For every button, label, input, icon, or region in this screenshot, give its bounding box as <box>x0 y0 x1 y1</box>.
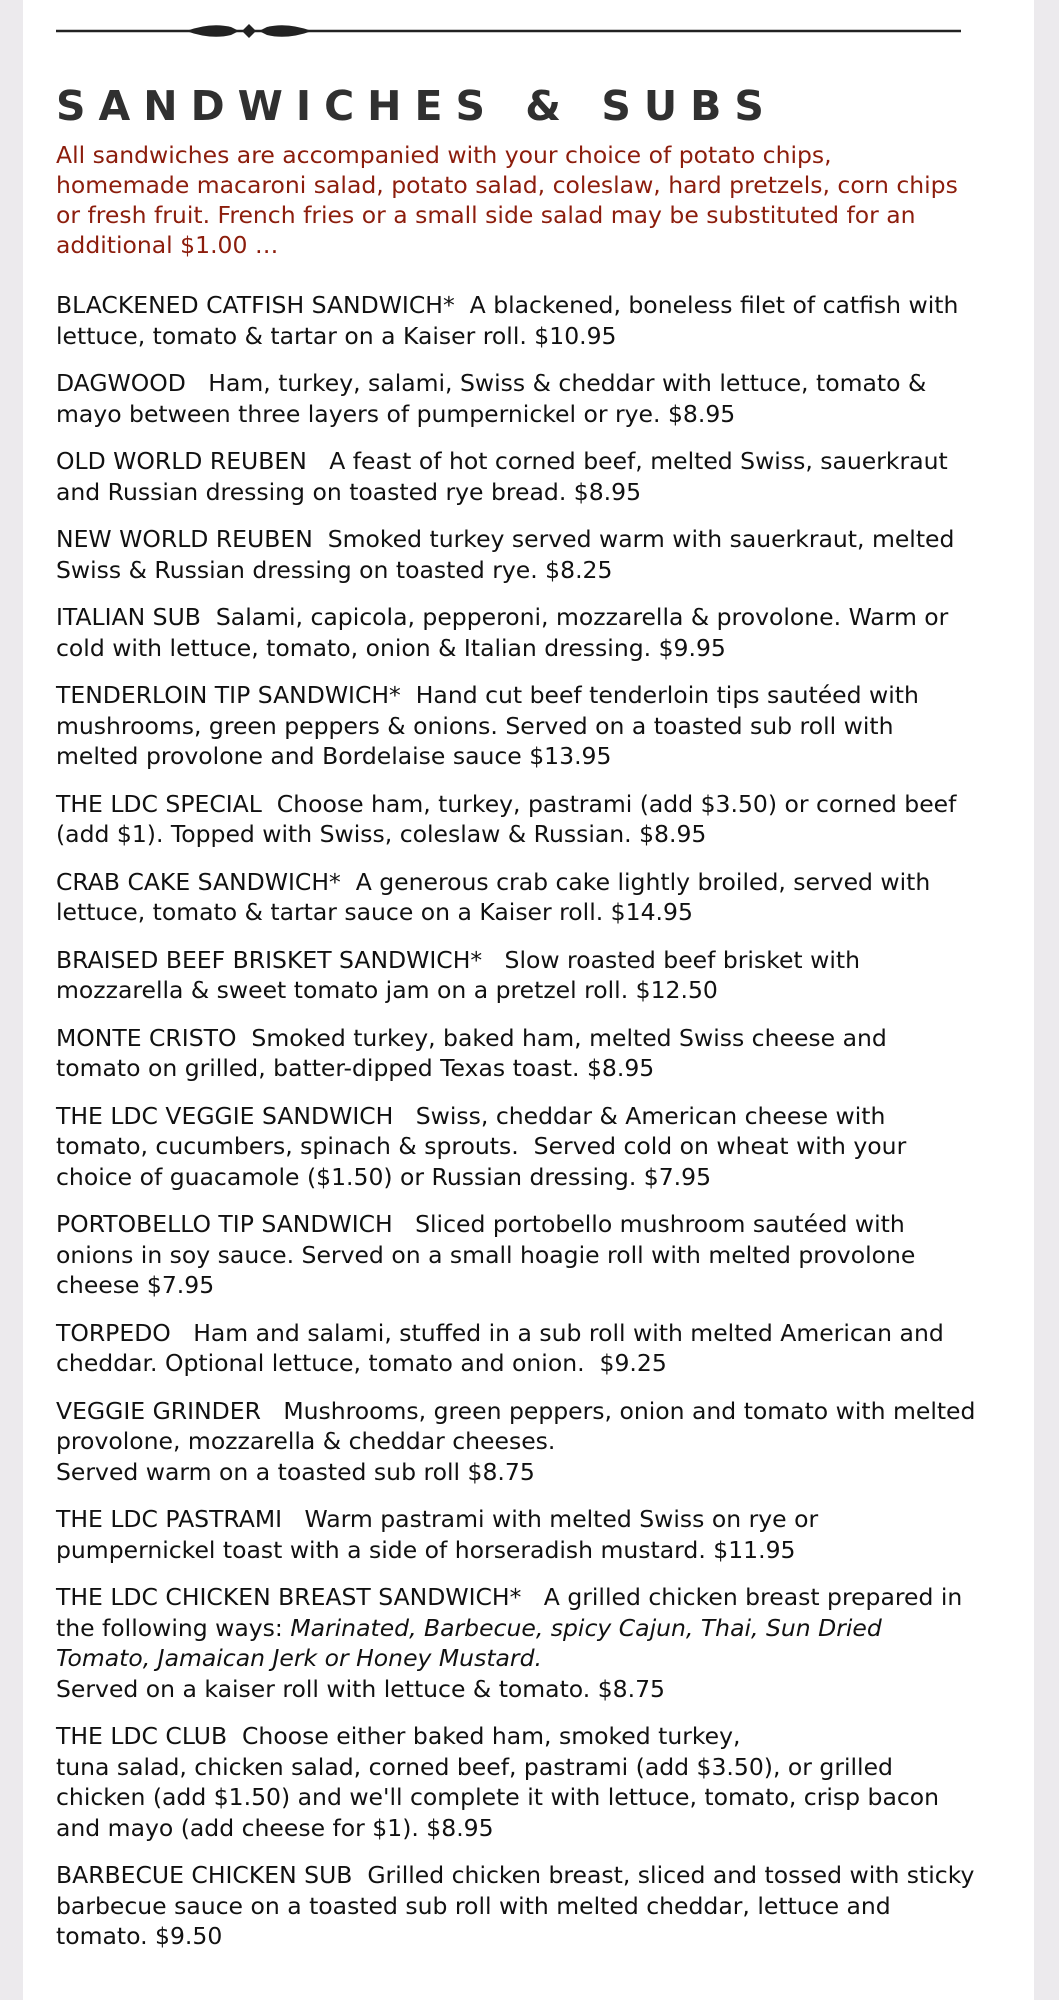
item-description: A generous crab cake lightly broiled, served with lettuce, tomato & tartar sauce on a Kaiser roll. $14.95 <box>56 867 938 926</box>
item-description: Sliced portobello mushroom sautéed with onions in soy sauce. Served on a small hoagie roll with melted provolone cheese $7.95 <box>56 1210 923 1299</box>
item-description-after: Served on a kaiser roll with lettuce & tomato. $8.75 <box>56 1674 665 1703</box>
menu-item-list <box>56 290 982 1969</box>
menu-item <box>56 789 976 850</box>
item-name: MONTE CRISTO <box>56 1023 237 1052</box>
item-description: A feast of hot corned beef, melted Swiss, sauerkraut and Russian dressing on toasted rye bread. $8.95 <box>56 447 956 506</box>
menu-item <box>56 945 976 1006</box>
item-name: THE LDC SPECIAL <box>56 789 262 818</box>
item-description: Slow roasted beef brisket with mozzarella & sweet tomato jam on a pretzel roll. $12.50 <box>56 945 868 1004</box>
item-description: Choose either baked ham, smoked turkey, tuna salad, chicken salad, corned beef, pastrami (add $3.50), or grilled chicken (add $1.50) and we'll complete it with lettuce, tomato, crisp bacon and mayo (add cheese for $1). $8.95 <box>56 1722 940 1842</box>
item-name: NEW WORLD REUBEN <box>56 525 313 553</box>
item-name: BRAISED BEEF BRISKET SANDWICH* <box>56 945 483 974</box>
item-name: BLACKENED CATFISH SANDWICH* <box>56 291 455 319</box>
item-description: Smoked turkey, baked ham, melted Swiss cheese and tomato on grilled, batter-dipped Texas toast. $8.95 <box>56 1023 895 1082</box>
menu-item <box>56 1860 982 1952</box>
item-description: Swiss, cheddar & American cheese with tomato, cucumbers, spinach & sprouts. Served cold on wheat with your choice of guacamole ($1.50) or Russian dressing. $7.95 <box>56 1101 914 1191</box>
menu-item <box>56 680 976 772</box>
item-description: Grilled chicken breast, sliced and tossed with sticky barbecue sauce on a toasted sub roll with melted cheddar, lettuce and tomato. $9.50 <box>56 1861 982 1950</box>
item-name: OLD WORLD REUBEN <box>56 447 307 475</box>
item-description: Ham and salami, stuffed in a sub roll with melted American and cheddar. Optional lettuce, tomato and onion. $9.25 <box>56 1318 952 1377</box>
menu-item <box>56 1396 976 1488</box>
menu-item <box>56 1023 976 1084</box>
item-description: Warm pastrami with melted Swiss on rye or pumpernickel toast with a side of horseradish mustard. $11.95 <box>56 1505 826 1564</box>
menu-item <box>56 1504 976 1565</box>
item-name: TENDERLOIN TIP SANDWICH* <box>56 681 401 709</box>
menu-item <box>56 1318 976 1379</box>
item-name: BARBECUE CHICKEN SUB <box>56 1861 353 1889</box>
section-title: SANDWICHES & SUBS <box>56 82 777 130</box>
item-name: TORPEDO <box>56 1318 171 1347</box>
section-intro: All sandwiches are accompanied with your choice of potato chips, homemade macaroni salad, potato salad, coleslaw, hard pretzels, corn chips or fresh fruit. French fries or a small side salad may be substituted for an additional $1.00 … <box>56 141 958 259</box>
item-description: Choose ham, turkey, pastrami (add $3.50) or corned beef (add $1). Topped with Swiss, coleslaw & Russian. $8.95 <box>56 789 964 848</box>
ornamental-divider <box>56 20 961 42</box>
menu-item <box>56 1721 976 1843</box>
item-name: THE LDC PASTRAMI <box>56 1505 283 1533</box>
item-name: PORTOBELLO TIP SANDWICH <box>56 1210 393 1238</box>
menu-item <box>56 1101 976 1193</box>
item-description: Salami, capicola, pepperoni, mozzarella & provolone. Warm or cold with lettuce, tomato, onion & Italian dressing. $9.95 <box>56 603 956 662</box>
menu-item <box>56 1209 976 1301</box>
item-description-italic: Marinated, Barbecue, spicy Cajun, Thai, Sun Dried Tomato, Jamaican Jerk or Honey Mustard. <box>56 1613 890 1672</box>
item-description: Smoked turkey served warm with sauerkraut, melted Swiss & Russian dressing on toasted rye. $8.25 <box>56 525 962 584</box>
item-name: THE LDC CHICKEN BREAST SANDWICH* <box>56 1583 522 1611</box>
item-description: Mushrooms, green peppers, onion and tomato with melted provolone, mozzarella & cheddar cheeses. Served warm on a toasted sub roll $8.75 <box>56 1396 976 1486</box>
item-name: THE LDC CLUB <box>56 1722 228 1750</box>
menu-page <box>23 0 1034 2000</box>
item-description: A blackened, boneless filet of catfish with lettuce, tomato & tartar on a Kaiser roll. $10.95 <box>56 291 966 350</box>
menu-item <box>56 524 976 585</box>
item-description: Hand cut beef tenderloin tips sautéed with mushrooms, green peppers & onions. Served on a toasted sub roll with melted provolone and Bordelaise sauce $13.95 <box>56 681 927 770</box>
menu-item <box>56 446 976 507</box>
item-name: CRAB CAKE SANDWICH* <box>56 867 341 896</box>
menu-item <box>56 290 976 351</box>
item-description: A grilled chicken breast prepared in the following ways: <box>56 1583 970 1642</box>
item-name: VEGGIE GRINDER <box>56 1396 261 1425</box>
menu-item <box>56 1582 976 1704</box>
menu-item <box>56 368 976 429</box>
item-description: Ham, turkey, salami, Swiss & cheddar with lettuce, tomato & mayo between three layers of pumpernickel or rye. $8.95 <box>56 369 934 428</box>
menu-item <box>56 602 976 663</box>
item-name: DAGWOOD <box>56 369 186 397</box>
item-name: ITALIAN SUB <box>56 603 201 631</box>
item-name: THE LDC VEGGIE SANDWICH <box>56 1101 394 1130</box>
menu-item <box>56 867 976 928</box>
